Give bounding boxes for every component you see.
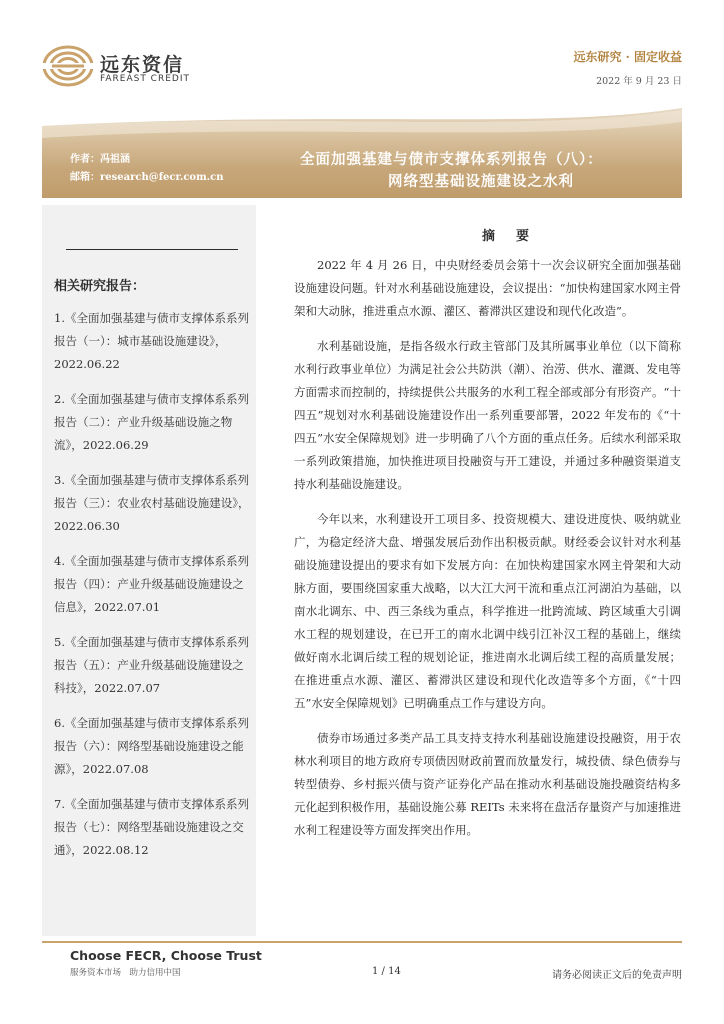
disclaimer-note: 请务必阅读正文后的免责声明 bbox=[552, 970, 682, 981]
footer-slogan-en: Choose FECR, Choose Trust bbox=[70, 948, 262, 963]
author-name: 作者：冯祖涵 bbox=[70, 154, 130, 165]
related-report-item[interactable]: 3.《全面加强基建与债市支撑体系系列报告（三）：农业农村基础设施建设》，2022.06.30 bbox=[54, 473, 250, 533]
related-reports-sidebar bbox=[42, 205, 256, 936]
footer-slogan-cn: 服务资本市场 助力信用中国 bbox=[70, 968, 181, 978]
abstract-paragraph: 今年以来，水利建设开工项目多、投资规模大、建设进度快、吸纳就业广，为稳定经济大盘、增强发展后劲作出积极贡献。财经委会议针对水利基础设施建设提出的要求有如下发展方向：在加快构建国家水网主骨架和大动脉方面，要围绕国家重大战略，以大江大河干流和重点江河湖泊为基础，以南水北调东、中、西三条线为重点，科学推进一批跨流域、跨区域重大引调水工程的规划建设，在已开工的南水北调中线引江补汉工程的基础上，继续做好南水北调后续工程的规划论证，推进南水北调后续工程的高质量发展；在推进重点水源、灌区、蓄滞洪区建设和现代化改造等多个方面，《“十四五”水安全保障规划》已明确重点工作与建设方向。 bbox=[294, 512, 681, 710]
page-header bbox=[0, 0, 724, 100]
footer-divider bbox=[42, 941, 682, 943]
related-report-item[interactable]: 4.《全面加强基建与债市支撑体系系列报告（四）：产业升级基础设施建设之信息》，2022.07.01 bbox=[54, 554, 249, 614]
related-report-item[interactable]: 6.《全面加强基建与债市支撑体系系列报告（六）：网络型基础设施建设之能源》，2022.07.08 bbox=[54, 716, 249, 776]
report-date: 2022 年 9 月 23 日 bbox=[596, 76, 682, 87]
related-report-item[interactable]: 7.《全面加强基建与债市支撑体系系列报告（七）：网络型基础设施建设之交通》，2022.08.12 bbox=[54, 797, 249, 857]
related-report-item[interactable]: 1.《全面加强基建与债市支撑体系系列报告（一）：城市基础设施建设》，2022.06.22 bbox=[54, 311, 249, 371]
abstract-paragraph: 2022 年 4 月 26 日，中央财经委员会第十一次会议研究全面加强基础设施建设问题。针对水利基础设施建设，会议提出：“加快构建国家水网主骨架和大动脉，推进重点水源、灌区、蓄滞洪区建设和现代化改造”。 bbox=[294, 258, 681, 318]
sidebar-divider bbox=[66, 249, 238, 250]
related-report-item[interactable]: 5.《全面加强基建与债市支撑体系系列报告（五）：产业升级基础设施建设之科技》，2022.07.07 bbox=[54, 635, 249, 695]
related-report-item[interactable]: 2.《全面加强基建与债市支撑体系系列报告（二）：产业升级基础设施之物流》，2022.06.29 bbox=[54, 392, 249, 452]
abstract-paragraph: 水利基础设施，是指各级水行政主管部门及其所属事业单位（以下简称水利行政事业单位）为满足社会公共防洪（潮）、治涝、供水、灌溉、发电等方面需求而控制的，持续提供公共服务的水利工程全部或部分有形资产。“十四五”规划对水利基础设施建设作出一系列重要部署，2022 年发布的《“十四五”水安全保障规划》进一步明确了八个方面的重点任务。后续水利部采取一系列政策措施，加快推进项目投融资与开工建设，并通过多种融资渠道支持水利基础设施建设。 bbox=[294, 339, 681, 491]
author-email[interactable]: 邮箱：research@fecr.com.cn bbox=[70, 172, 224, 183]
report-title-line2: 网络型基础设施建设之水利 bbox=[388, 173, 574, 190]
related-reports-heading: 相关研究报告： bbox=[54, 279, 146, 294]
brand-name-cn: 远东资信 bbox=[100, 54, 185, 76]
abstract-heading: 摘 要 bbox=[482, 229, 534, 244]
abstract-body bbox=[294, 254, 681, 854]
brand-name-en: FAREAST CREDIT bbox=[100, 74, 190, 84]
related-reports-list bbox=[54, 307, 250, 874]
page-number: 1 / 14 bbox=[372, 966, 401, 977]
report-title-line1: 全面加强基建与债市支撑体系列报告（八）： bbox=[300, 151, 603, 168]
fareast-logo-icon bbox=[42, 44, 94, 88]
series-tag: 远东研究 · 固定收益 bbox=[573, 50, 682, 64]
abstract-paragraph: 债券市场通过多类产品工具支持支持水利基础设施建设投融资，用于农林水利项目的地方政府专项债因财政前置而放量发行，城投债、绿色债券与转型债券、乡村振兴债与资产证券化产品在推动水利基础设施投融资结构多元化起到积极作用，基础设施公募 REITs 未来将在盘活存量资产与加速推进水利工程建设等方面发挥突出作用。 bbox=[294, 731, 681, 837]
